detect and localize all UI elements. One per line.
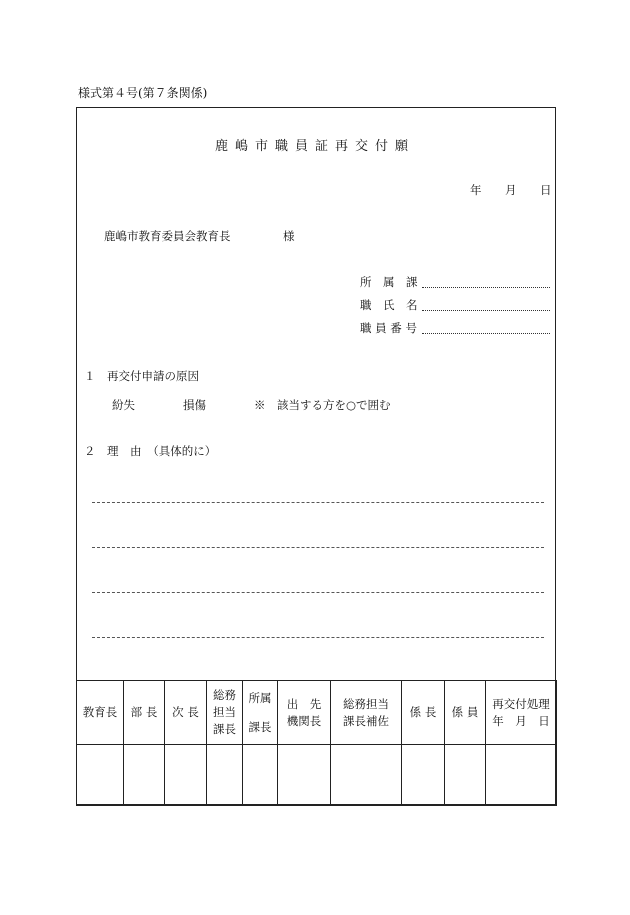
header-reissue-processing [486, 681, 557, 745]
seal-cell[interactable] [243, 745, 278, 806]
approval-table [76, 680, 557, 806]
header-branch-head [278, 681, 331, 745]
seal-cell[interactable] [486, 745, 557, 806]
reason-line[interactable] [92, 547, 544, 548]
form-title: 鹿嶋市職員証再交付願 [214, 139, 415, 154]
seal-cell[interactable] [445, 745, 486, 806]
header-text: 機関長 [286, 713, 322, 728]
header-text: 課長 [248, 719, 272, 734]
option-damaged[interactable]: 損傷 [183, 398, 206, 412]
employee-number-label: 職 員 番 号 [360, 321, 417, 335]
date-month-label: 月 [505, 183, 517, 197]
seal-cell[interactable] [402, 745, 445, 806]
addressee: 鹿嶋市教育委員会教育長 [104, 229, 231, 243]
header-text: 再交付処理 [492, 696, 550, 711]
department-label: 所 属 課 [360, 275, 418, 289]
header-text: 出 先 [286, 696, 322, 711]
form-number: 様式第４号(第７条関係) [78, 86, 208, 100]
reason-line[interactable] [92, 502, 544, 503]
header-text: 年 月 日 [492, 713, 550, 728]
honorific: 様 [283, 229, 295, 243]
header-text: 担当 [213, 705, 236, 719]
header-text: 所属 [248, 690, 272, 705]
section2-heading: ２ 理 由 （具体的に） [84, 444, 217, 458]
option-lost[interactable]: 紛失 [112, 398, 135, 412]
header-text: 課長補佐 [343, 713, 389, 728]
header-text: 総務担当 [343, 696, 389, 711]
employee-number-field[interactable] [422, 333, 550, 334]
date-day-label: 日 [540, 183, 552, 197]
seal-cell[interactable] [207, 745, 243, 806]
header-department-head: 部 長 [124, 681, 165, 745]
seal-cell[interactable] [331, 745, 402, 806]
selection-note: ※ 該当する方を○で囲む [254, 398, 391, 412]
header-text: 総務 [213, 688, 236, 702]
header-general-affairs-manager [207, 681, 243, 745]
seal-cell[interactable] [278, 745, 331, 806]
name-label: 職 氏 名 [360, 298, 418, 312]
section1-heading: １ 再交付申請の原因 [84, 369, 199, 383]
reason-line[interactable] [92, 592, 544, 593]
header-text: 課長 [213, 722, 236, 736]
department-field[interactable] [422, 287, 550, 288]
seal-cell[interactable] [124, 745, 165, 806]
header-staff: 係 員 [445, 681, 486, 745]
date-year-label: 年 [470, 183, 482, 197]
header-assistant-manager [331, 681, 402, 745]
header-deputy: 次 長 [165, 681, 207, 745]
header-superintendent: 教育長 [77, 681, 124, 745]
header-chief: 係 長 [402, 681, 445, 745]
seal-cell[interactable] [77, 745, 124, 806]
name-field[interactable] [422, 310, 550, 311]
seal-cell[interactable] [165, 745, 207, 806]
header-section-manager [243, 681, 278, 745]
reason-line[interactable] [92, 637, 544, 638]
